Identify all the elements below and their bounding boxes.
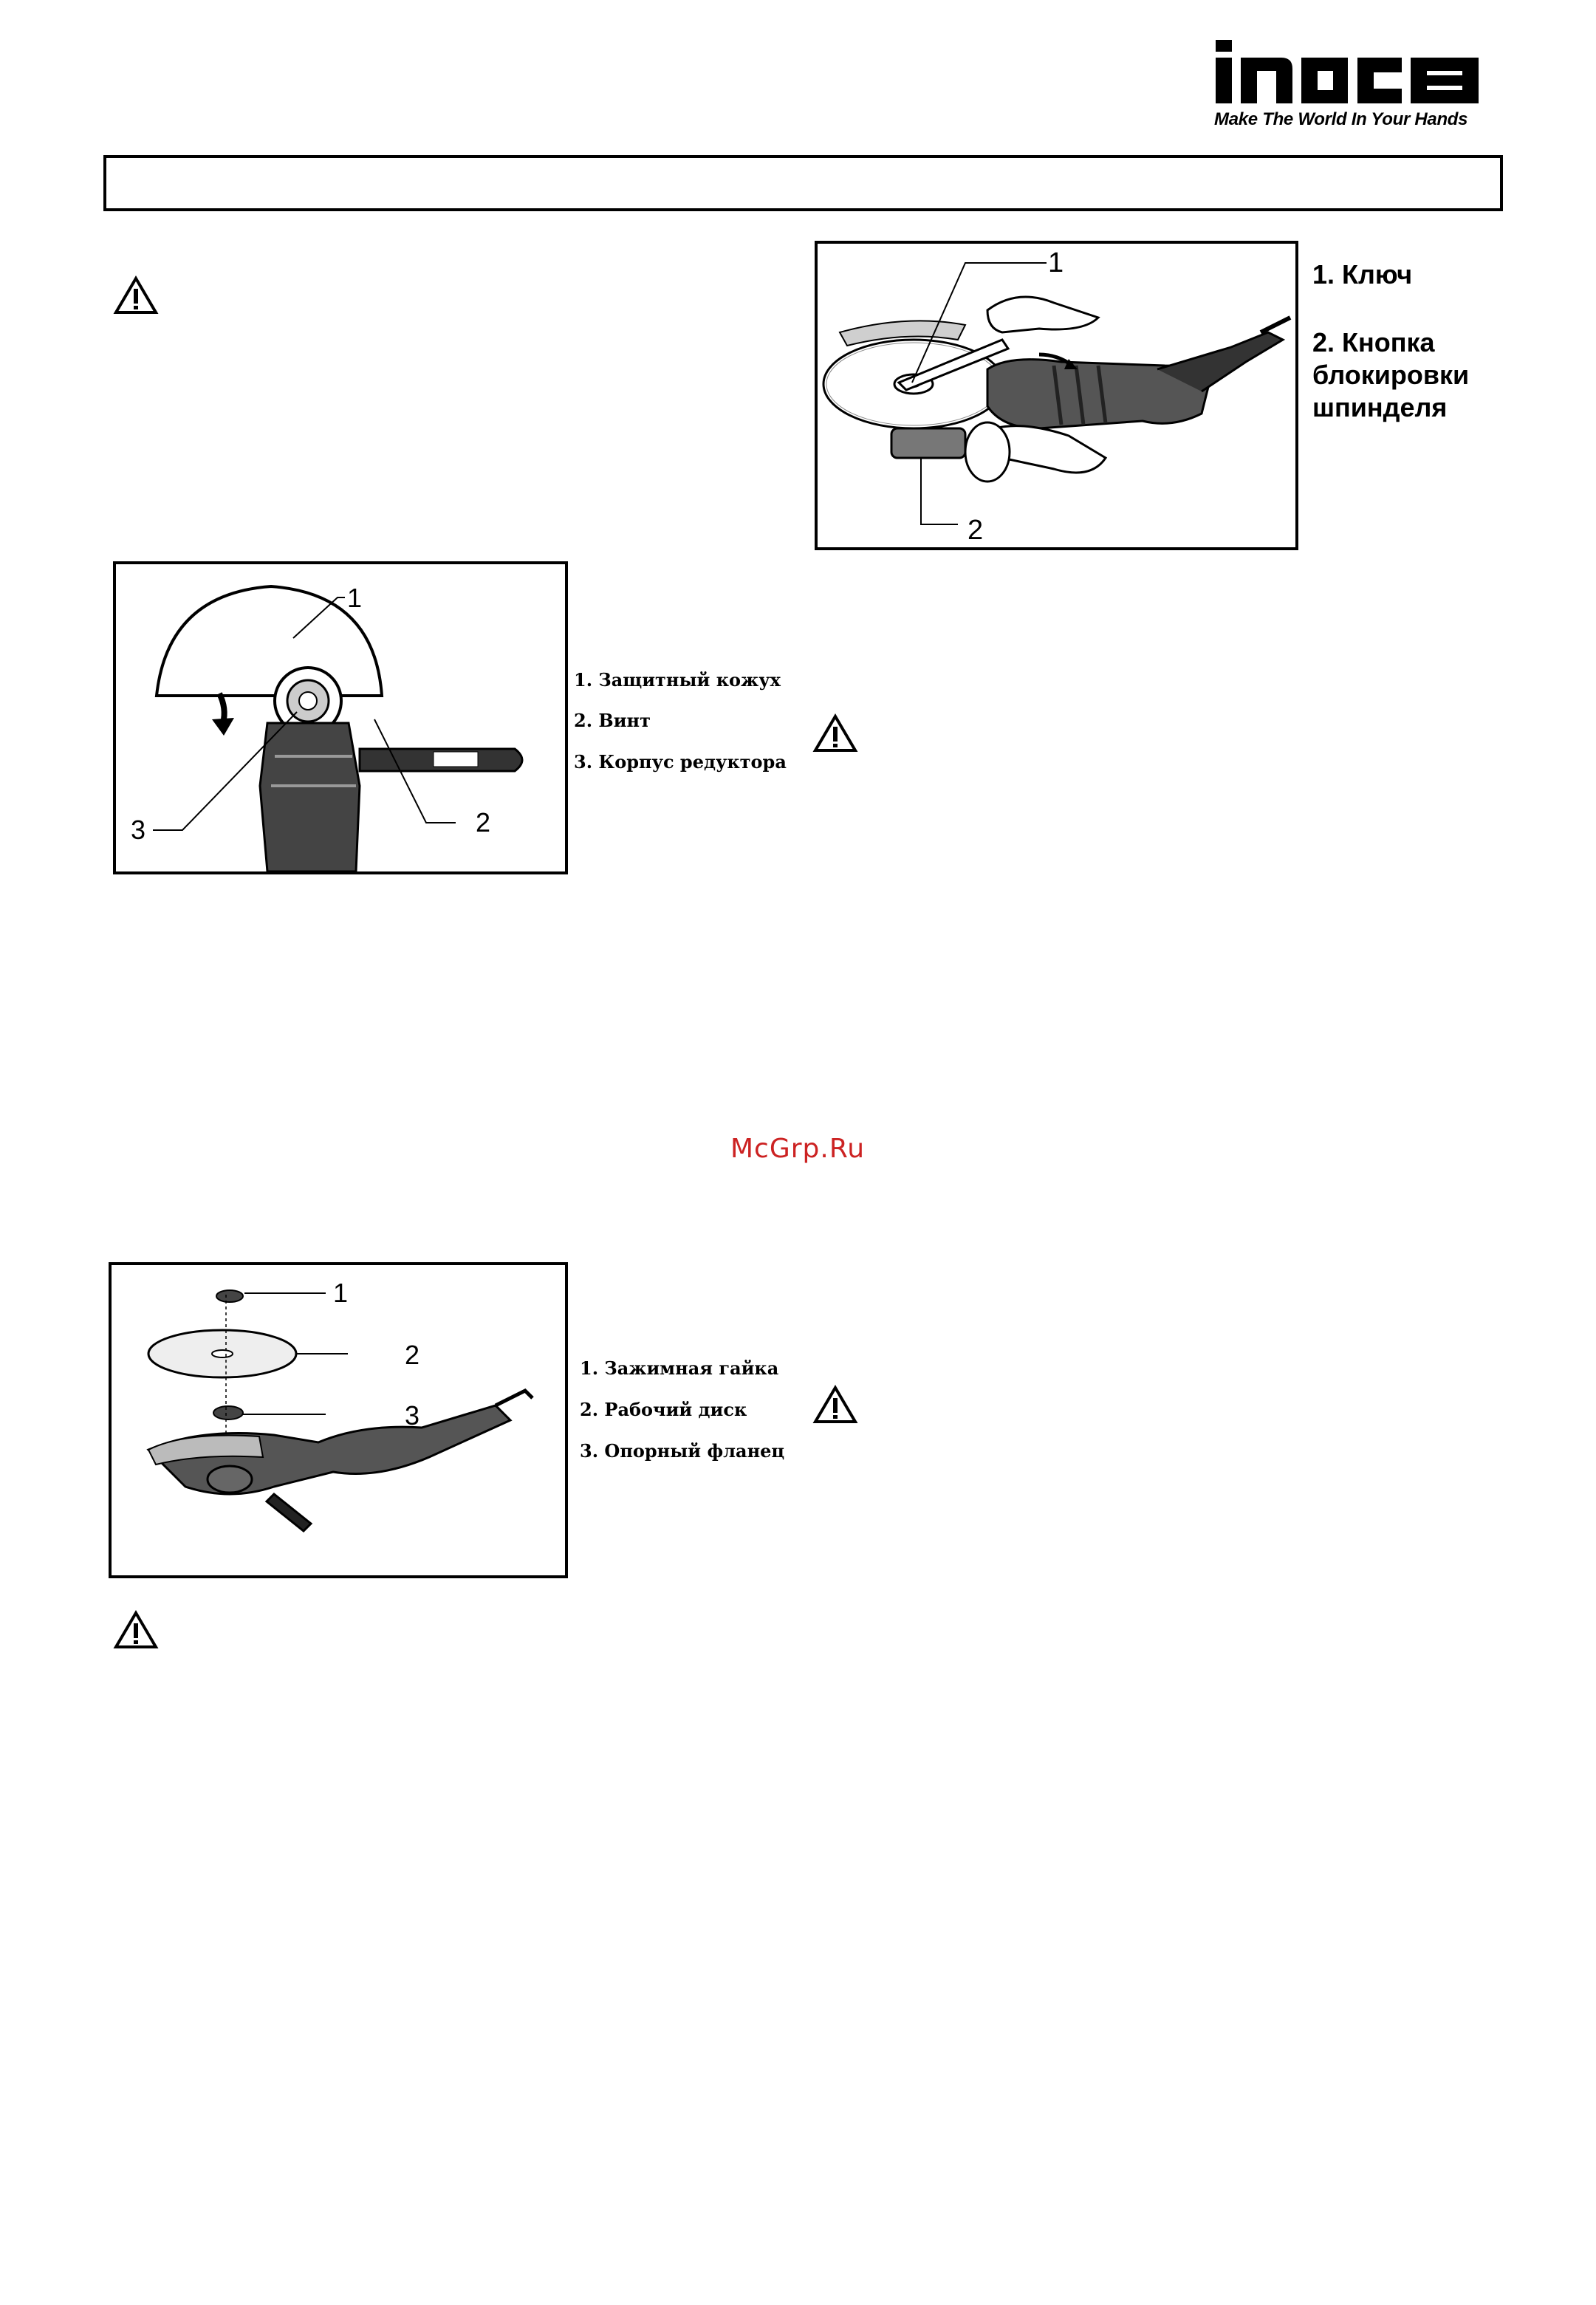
callout-3: 3 bbox=[405, 1400, 420, 1431]
callout-1: 1 bbox=[347, 583, 363, 613]
warning-triangle-icon bbox=[113, 275, 159, 315]
figure-guard bbox=[113, 561, 568, 874]
disc-legend-item-2: 2. Рабочий диск bbox=[580, 1399, 747, 1420]
callout-2: 2 bbox=[476, 807, 491, 838]
spindle-legend-item-1: 1. Ключ bbox=[1312, 259, 1413, 290]
guard-legend-item-1: 1. Защитный кожух bbox=[574, 669, 781, 691]
callout-1: 1 bbox=[333, 1278, 349, 1308]
brand-logo bbox=[1211, 37, 1484, 140]
warning-triangle-icon bbox=[812, 713, 858, 753]
ingco-logo-icon bbox=[1211, 37, 1484, 111]
callout-3: 3 bbox=[131, 815, 146, 845]
figure-spindle-lock bbox=[815, 241, 1298, 550]
callout-2: 2 bbox=[967, 515, 984, 546]
guard-legend-item-3: 3. Корпус редуктора bbox=[574, 751, 787, 773]
callout-1: 1 bbox=[1048, 247, 1064, 278]
disc-legend-item-3: 3. Опорный фланец bbox=[580, 1440, 785, 1462]
callout-2: 2 bbox=[405, 1340, 420, 1370]
disc-legend-item-1: 1. Зажимная гайка bbox=[580, 1357, 779, 1379]
warning-triangle-icon bbox=[113, 1610, 159, 1650]
figure-disc-assembly bbox=[109, 1262, 568, 1578]
watermark: McGrp.Ru bbox=[730, 1134, 866, 1164]
warning-triangle-icon bbox=[812, 1385, 858, 1425]
brand-tagline: Make The World In Your Hands bbox=[1214, 109, 1468, 129]
spindle-legend-item-2: 2. Кнопка блокировки шпинделя bbox=[1312, 327, 1470, 422]
guard-legend-item-2: 2. Винт bbox=[574, 710, 651, 731]
section-title-frame bbox=[103, 155, 1503, 211]
